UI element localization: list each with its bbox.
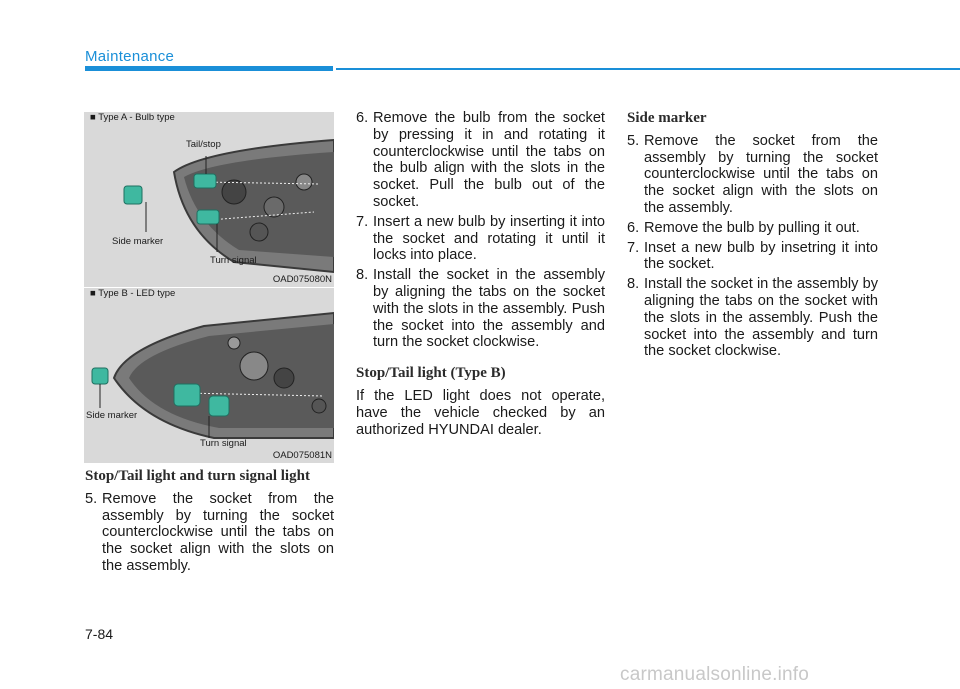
heading-stop-tail-type-b: Stop/Tail light (Type B) bbox=[356, 365, 506, 382]
step-text: Install the socket in the assembly by aligning the tabs on the socket with the slots in the assembly. Push the socket into the assembly and turn the socket clockwise. bbox=[373, 267, 605, 351]
middle-column bbox=[356, 110, 605, 438]
step-text: Remove the bulb by pulling it out. bbox=[644, 219, 860, 236]
step-text: Remove the bulb from the socket by pressing it in and rotating it counterclockwise until the tabs on the bulb align with the slots in the socket. Pull the bulb out of the socket. bbox=[373, 110, 605, 210]
heading-stop-tail-turn: Stop/Tail light and turn signal light bbox=[85, 468, 310, 484]
step-number: 7. bbox=[627, 239, 640, 256]
label-turn-signal-a: Turn signal bbox=[210, 255, 257, 266]
figure-a-code: OAD075080N bbox=[272, 274, 332, 285]
step-text: Remove the socket from the assembly by turning the socket counterclockwise until the tabs on the socket align with the slots on the assembly. bbox=[644, 132, 878, 216]
watermark[interactable]: carmanualsonline.info bbox=[620, 664, 810, 685]
page-number: 7-84 bbox=[85, 626, 114, 642]
list-item bbox=[356, 110, 605, 211]
list-item bbox=[356, 214, 605, 264]
step-number: 8. bbox=[356, 267, 369, 284]
label-side-marker-b: Side marker bbox=[86, 410, 138, 421]
heading-side-marker: Side marker bbox=[627, 110, 707, 126]
step-text: Insert a new bulb by inserting it into the socket and rotating it until it locks into place. bbox=[373, 213, 605, 264]
right-column bbox=[627, 110, 878, 363]
figure-a-caption: ■ Type A - Bulb type bbox=[90, 112, 175, 123]
step-number: 5. bbox=[85, 490, 98, 507]
figure-b-caption: ■ Type B - LED type bbox=[90, 288, 176, 299]
label-tail-stop: Tail/stop bbox=[186, 139, 221, 150]
list-item bbox=[356, 267, 605, 351]
lamp-illustration-b bbox=[84, 288, 334, 463]
list-item bbox=[627, 133, 878, 217]
list-item bbox=[627, 240, 878, 274]
header-rule-thick bbox=[85, 66, 333, 71]
step-number: 6. bbox=[356, 110, 369, 126]
figure-type-a bbox=[84, 112, 334, 287]
figure-type-b bbox=[84, 288, 334, 463]
paragraph-led-note: If the LED light does not operate, have the vehicle checked by an authorized HYUNDAI dealer. bbox=[356, 387, 605, 438]
section-title: Maintenance bbox=[85, 48, 175, 65]
figure-b-code: OAD075081N bbox=[272, 450, 332, 461]
label-turn-signal-b: Turn signal bbox=[200, 438, 247, 449]
header-rule-thin bbox=[336, 68, 960, 70]
label-side-marker-a: Side marker bbox=[112, 236, 164, 247]
step-number: 7. bbox=[356, 213, 369, 230]
list-item bbox=[627, 276, 878, 360]
step-text: Install the socket in the assembly by aligning the tabs on the socket with the slots in the assembly. Push the socket into the assembly and turn the socket clockwise. bbox=[644, 276, 878, 360]
step-number: 5. bbox=[627, 132, 640, 149]
list-item bbox=[85, 491, 334, 575]
step-text: Inset a new bulb by insetring it into the socket. bbox=[644, 239, 878, 273]
step-number: 8. bbox=[627, 276, 640, 293]
step-text: Remove the socket from the assembly by turning the socket counterclockwise until the tabs on the socket align with the slots on the assembly. bbox=[102, 490, 334, 574]
left-column bbox=[85, 468, 334, 578]
list-item bbox=[627, 220, 878, 237]
step-number: 6. bbox=[627, 219, 640, 236]
